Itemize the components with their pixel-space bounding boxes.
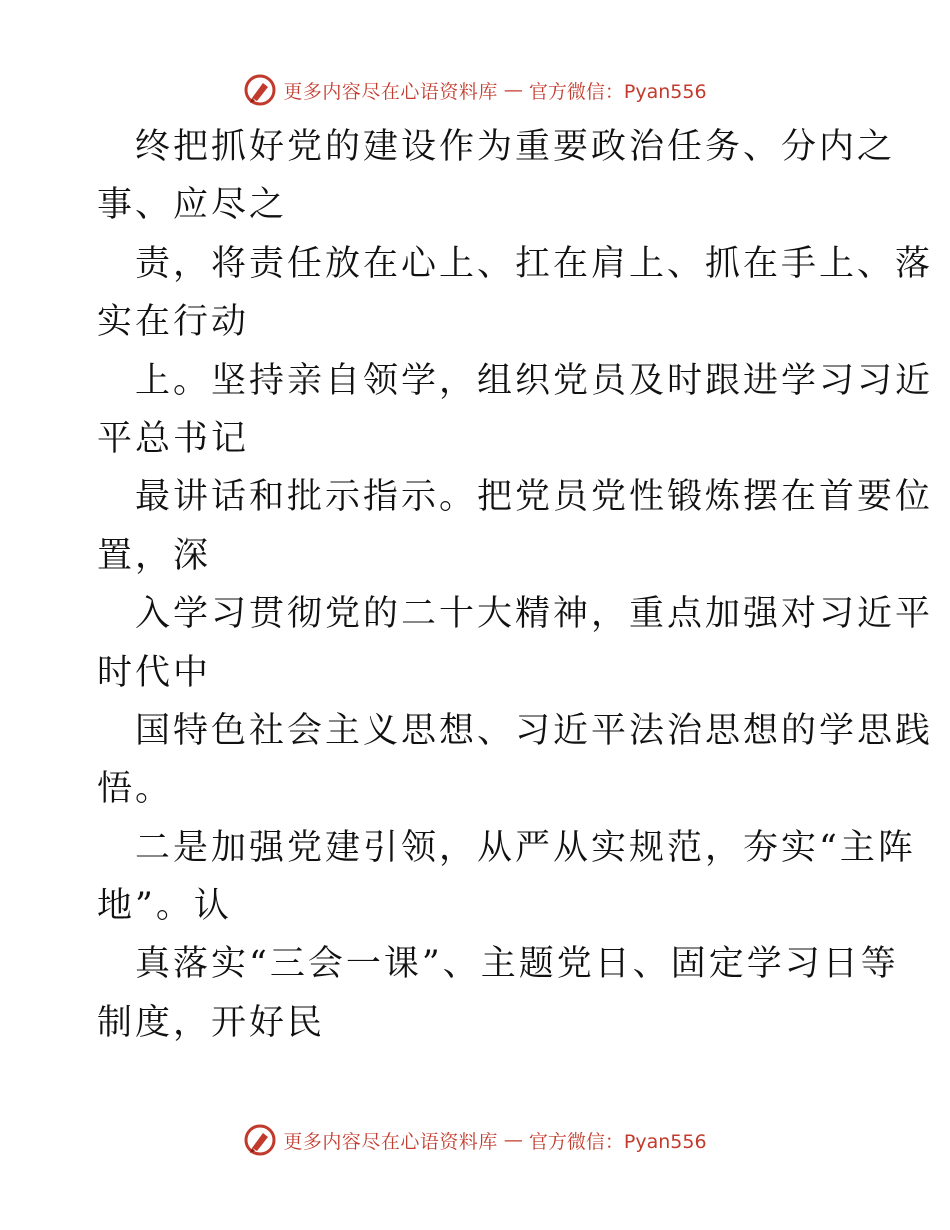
body-line: 终把抓好党的建设作为重要政治任务、分内之 — [135, 127, 896, 167]
watermark-text: 更多内容尽在心语资料库 — [283, 80, 498, 103]
body-line: 悟。 — [97, 769, 174, 810]
body-line: 二是加强党建引领，从严从实规范，夯实“主阵 — [135, 827, 916, 868]
watermark-contact: 官方微信：Pyan556 — [528, 1130, 707, 1153]
watermark-separator: — — [503, 1129, 523, 1151]
body-line: 时代中 — [97, 652, 212, 693]
body-line: 置，深 — [97, 535, 212, 576]
body-line: 平总书记 — [97, 418, 250, 459]
body-line: 事、应尽之 — [97, 185, 288, 226]
body-line: 最讲话和批示指示。把党员党性锻炼摆在首要位 — [135, 477, 934, 518]
footer-watermark — [0, 1120, 950, 1160]
watermark-text: 更多内容尽在心语资料库 — [283, 1130, 498, 1153]
document-body — [97, 118, 934, 1052]
watermark-contact: 官方微信：Pyan556 — [528, 80, 707, 103]
body-line: 责，将责任放在心上、扛在肩上、抓在手上、落 — [135, 243, 934, 284]
watermark-separator: — — [503, 79, 523, 101]
body-line: 制度，开好民 — [97, 1002, 326, 1043]
body-line: 上。坚持亲自领学，组织党员及时跟进学习习近 — [135, 360, 934, 401]
body-line: 实在行动 — [97, 302, 250, 343]
body-line: 国特色社会主义思想、习近平法治思想的学思践 — [135, 710, 934, 751]
body-line: 地”。认 — [97, 886, 232, 927]
body-line: 真落实“三会一课”、主题党日、固定学习日等 — [135, 944, 899, 985]
pen-logo-icon — [243, 73, 277, 107]
header-watermark — [0, 70, 950, 110]
body-line: 入学习贯彻党的二十大精神，重点加强对习近平 — [135, 594, 934, 635]
pen-logo-icon — [243, 1123, 277, 1157]
